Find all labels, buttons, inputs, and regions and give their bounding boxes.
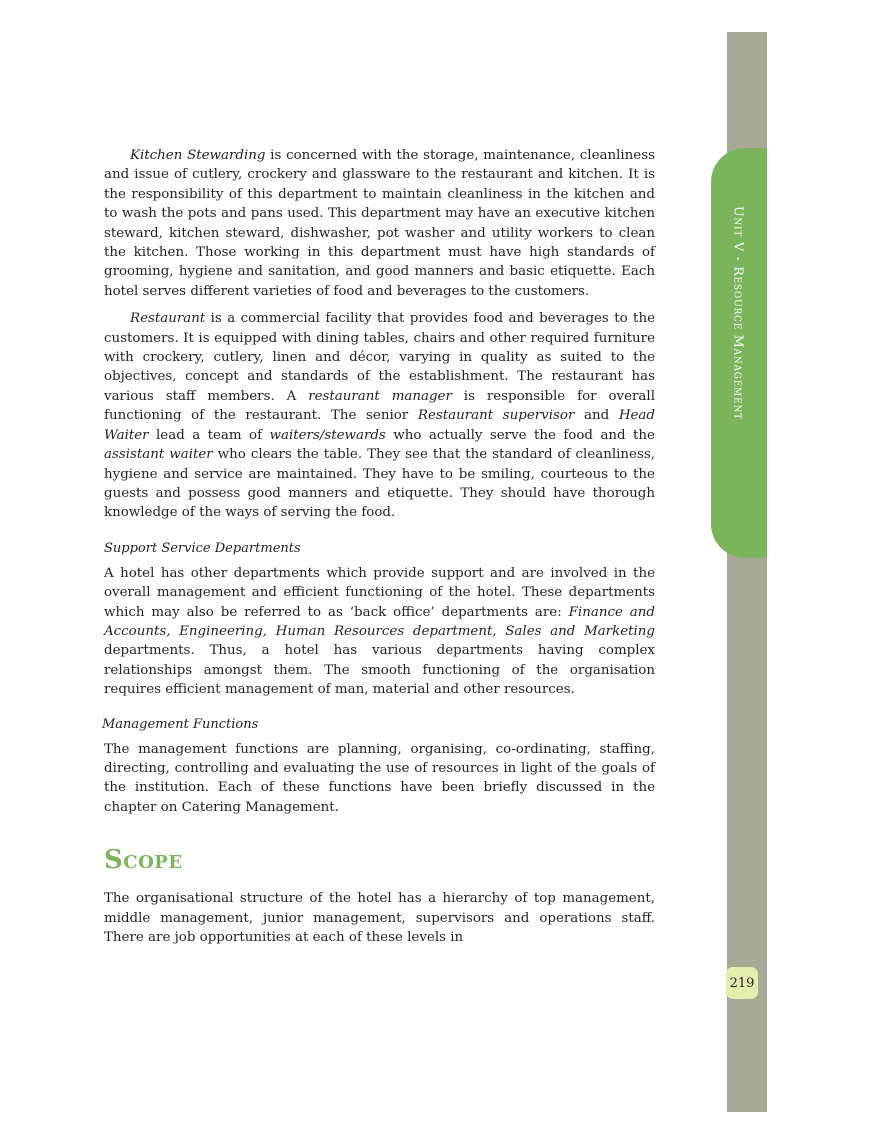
page-number: 219 — [726, 967, 758, 999]
section-title-scope: Scope — [104, 845, 183, 876]
unit-label-container — [711, 148, 767, 558]
term-kitchen-stewarding: Kitchen Stewarding — [130, 148, 266, 163]
heading-support-services: Support Service Departments — [104, 540, 301, 556]
term-restaurant: Restaurant — [130, 311, 206, 327]
paragraph-restaurant: Restaurant is a commercial facility that provides food and beverages to the customers. It is equipped with dining tables, chairs and other required furniture with crockery, cutlery, linen and décor, varying in quality as suited to the objectives, concept and standards of the establishment. The restaurant has various staff members. A restaurant manager is responsible for overall functioning of the restaurant. The senior Restaurant supervisor and Head Waiter lead a team of waiters/stewards who actually serve the food and the assistant waiter who clears the table. They see that the standard of cleanliness, hygiene and service are maintained. They have to be smiling, courteous to the guests and possess good manners and etiquette. They should have thorough knowledge of the ways of serving the food. — [104, 311, 655, 521]
paragraph-kitchen-stewarding: Kitchen Stewarding is concerned with the storage, maintenance, cleanliness and issue of cutlery, crockery and glassware to the restaurant and kitchen. It is the responsibility of this department to maintain cleanliness in the kitchen and to wash the pots and pans used. This department may have an executive kitchen steward, kitchen steward, dishwasher, pot washer and utility workers to clean the kitchen. Those working in this department must have high standards of grooming, hygiene and sanitation, and good manners and basic etiquette. Each hotel serves different varieties of food and beverages to the customers. — [104, 148, 655, 299]
paragraph-scope: The organisational structure of the hotel has a hierarchy of top management, middle management, junior management, supervisors and operations staff. There are job opportunities at each of these levels in — [104, 891, 655, 945]
page-content — [104, 146, 655, 947]
paragraph-management-functions: The management functions are planning, organising, co-ordinating, staffing, directing, controlling and evaluating the use of resources in light of the goals of the institution. Each of these functions have been briefly discussed in the chapter on Catering Management. — [104, 741, 655, 815]
paragraph-support-services: A hotel has other departments which provide support and are involved in the overall management and efficient functioning of the hotel. These departments which may also be referred to as ‘back office’ departments are: Finance and Accounts, Engineering, Human Resources department, Sales and Marketing departments. Thus, a hotel has various departments having complex relationships amongst them. The smooth functioning of the organisation requires efficient management of man, material and other resources. — [104, 565, 655, 698]
unit-label: Unit V - Resource Management — [731, 206, 747, 420]
heading-management-functions: Management Functions — [102, 716, 259, 732]
